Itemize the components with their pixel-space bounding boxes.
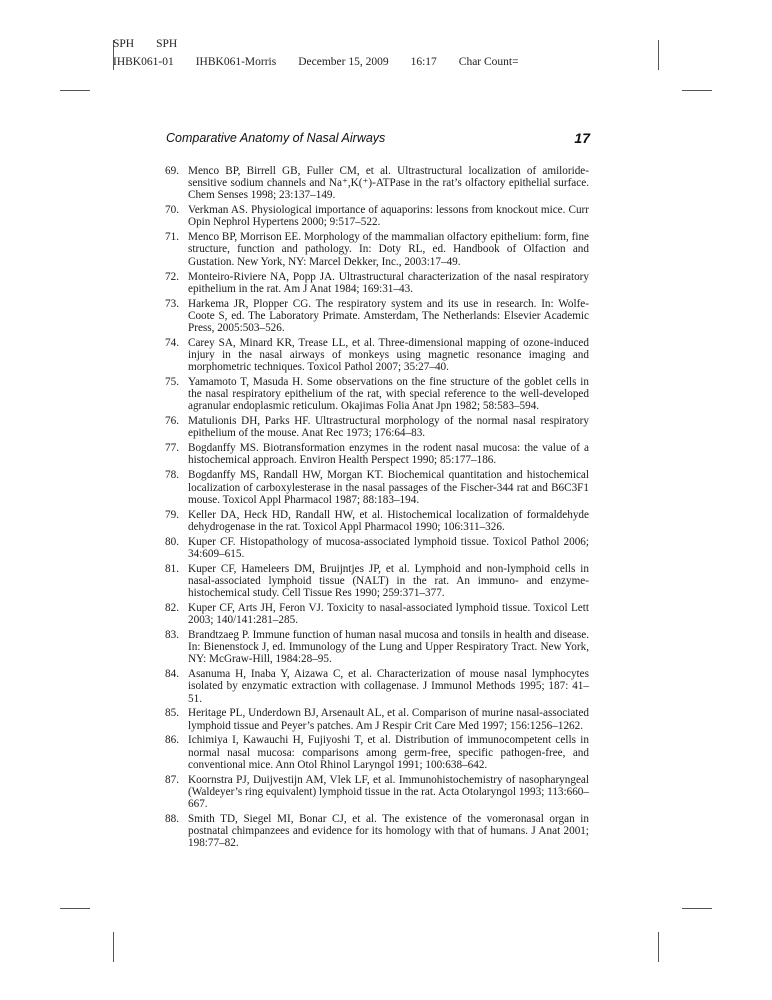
- crop-mark-bottom-left-vertical: [113, 932, 114, 962]
- reference-item: [165, 774, 589, 810]
- reference-item: [165, 442, 589, 466]
- reference-number: 84.: [165, 668, 179, 681]
- reference-item: [165, 271, 589, 295]
- reference-text: Ichimiya I, Kawauchi H, Fujiyoshi T, et al. Distribution of immunocompetent cells in normal nasal mucosa: comparisons among germ-free, specific pathogen-free, and conventional mice. Ann Otol Rhinol Laryngol 1991; 100:638–642.: [188, 734, 589, 771]
- reference-item: [165, 469, 589, 505]
- reference-text: Brandtzaeg P. Immune function of human nasal mucosa and tonsils in health and disease. In: Bienenstock J, ed. Immunology of the Lung and Upper Respiratory Tract. New York, NY: McGraw-Hill, 1984:28–95.: [188, 628, 589, 666]
- reference-text: Carey SA, Minard KR, Trease LL, et al. Three-dimensional mapping of ozone-induced injury in the nasal airways of monkeys using magnetic resonance imaging and morphometric techniques. Toxicol Pathol 2007; 35:27–40.: [188, 336, 589, 374]
- reference-text: Smith TD, Siegel MI, Bonar CJ, et al. The existence of the vomeronasal organ in postnatal chimpanzees and evidence for its homology with that of humans. J Anat 2001; 198:77–82.: [188, 812, 589, 850]
- crop-mark-top-right-vertical: [658, 40, 659, 70]
- reference-item: [165, 415, 589, 439]
- reference-item: [165, 337, 589, 373]
- reference-item: [165, 536, 589, 560]
- slug-time: 16:17: [410, 56, 437, 68]
- reference-number: 86.: [165, 734, 179, 747]
- slug-chapter-id: IHBK061-01: [113, 56, 174, 68]
- reference-item: [165, 707, 589, 731]
- reference-item: [165, 629, 589, 665]
- reference-text: Verkman AS. Physiological importance of aquaporins: lessons from knockout mice. Curr Opin Nephrol Hypertens 2000; 9:517–522.: [188, 204, 589, 229]
- crop-mark-bottom-right-vertical: [658, 932, 659, 962]
- running-head-title: Comparative Anatomy of Nasal Airways: [166, 131, 386, 145]
- reference-item: [165, 509, 589, 533]
- reference-item: [165, 734, 589, 770]
- reference-text: Kuper CF, Hameleers DM, Bruijntjes JP, et al. Lymphoid and non-lymphoid cells in nasal-associated lymphoid tissue (NALT) in the rat. An immuno- and enzyme-histochemical study. Cell Tissue Res 1990; 259:371–377.: [188, 562, 589, 599]
- reference-item: [165, 602, 589, 626]
- slug-date: December 15, 2009: [298, 56, 389, 68]
- reference-number: 80.: [165, 535, 179, 548]
- reference-item: [165, 376, 589, 412]
- reference-text: Bogdanffy MS. Biotransformation enzymes in the rodent nasal mucosa: the value of a histochemical approach. Environ Health Perspect 1990; 85:177–186.: [188, 442, 589, 467]
- crop-mark-top-left: [60, 90, 90, 91]
- reference-number: 85.: [165, 707, 179, 720]
- reference-text: Menco BP, Birrell GB, Fuller CM, et al. Ultrastructural localization of amiloride-sensitive sodium channels and Na⁺,K(⁺)-ATPase in the rat’s olfactory epithelial surface. Chem Senses 1998; 23:137–149.: [188, 165, 589, 202]
- slug-char-count: Char Count=: [458, 56, 519, 68]
- printer-slug-line-2: [113, 55, 541, 69]
- reference-item: [165, 668, 589, 704]
- reference-text: Monteiro-Riviere NA, Popp JA. Ultrastructural characterization of the nasal respiratory epithelium in the rat. Am J Anat 1984; 169:31–43.: [188, 270, 589, 295]
- reference-number: 77.: [165, 442, 179, 455]
- reference-text: Yamamoto T, Masuda H. Some observations on the fine structure of the goblet cells in the nasal respiratory epithelium of the rat, with special reference to the well-developed agranular endoplasmic reticulum. Okajimas Folia Anat Jpn 1982; 58:583–594.: [188, 376, 589, 413]
- reference-item: [165, 298, 589, 334]
- reference-number: 76.: [165, 415, 179, 428]
- reference-text: Koornstra PJ, Duijvestijn AM, Vlek LF, et al. Immunohistochemistry of nasopharyngeal (Waldeyer’s ring equivalent) lymphoid tissue in the rat. Acta Otolaryngol 1993; 113:660–667.: [188, 773, 589, 810]
- reference-text: Asanuma H, Inaba Y, Aizawa C, et al. Characterization of mouse nasal lymphocytes isolated by enzymatic extraction with collagenase. J Immunol Methods 1995; 187: 41–51.: [188, 668, 589, 705]
- reference-number: 70.: [165, 204, 179, 217]
- reference-number: 72.: [165, 270, 179, 283]
- reference-text: Harkema JR, Plopper CG. The respiratory system and its use in research. In: Wolfe-Coote S, ed. The Laboratory Primate. Amsterdam, The Netherlands: Elsevier Academic Press, 2005:503–526.: [188, 297, 589, 334]
- reference-item: [165, 165, 589, 201]
- reference-number: 78.: [165, 469, 179, 482]
- reference-number: 71.: [165, 231, 179, 244]
- reference-number: 83.: [165, 628, 179, 641]
- reference-text: Bogdanffy MS, Randall HW, Morgan KT. Biochemical quantitation and histochemical localization of carboxylesterase in the nasal passages of the Fischer-344 rat and B6C3F1 mouse. Toxicol Appl Pharmacol 1987; 88:183–194.: [188, 469, 589, 506]
- crop-mark-bottom-right: [682, 908, 712, 909]
- crop-mark-bottom-left: [60, 908, 90, 909]
- slug-field: SPH: [156, 38, 178, 50]
- reference-text: Kuper CF. Histopathology of mucosa-associated lymphoid tissue. Toxicol Pathol 2006; 34:609–615.: [188, 535, 589, 560]
- reference-item: [165, 231, 589, 267]
- crop-mark-top-right: [682, 90, 712, 91]
- reference-number: 69.: [165, 165, 179, 177]
- reference-number: 79.: [165, 508, 179, 521]
- reference-text: Kuper CF, Arts JH, Feron VJ. Toxicity to nasal-associated lymphoid tissue. Toxicol Lett 2003; 140/141:281–285.: [188, 601, 589, 627]
- page-number: 17: [574, 130, 590, 146]
- reference-text: Heritage PL, Underdown BJ, Arsenault AL, et al. Comparison of murine nasal-associated lymphoid tissue and Peyer’s patches. Am J Respir Crit Care Med 1997; 156:1256–1262.: [188, 707, 589, 732]
- slug-field: SPH: [113, 38, 135, 50]
- reference-item: [165, 204, 589, 228]
- reference-number: 73.: [165, 297, 179, 310]
- reference-number: 82.: [165, 601, 179, 614]
- reference-item: [165, 813, 589, 849]
- reference-number: 87.: [165, 773, 179, 786]
- reference-item: [165, 563, 589, 599]
- reference-list: [165, 165, 589, 852]
- reference-number: 75.: [165, 376, 179, 388]
- slug-book-id: IHBK061-Morris: [195, 56, 277, 68]
- reference-number: 74.: [165, 336, 179, 349]
- printer-slug-line-1: [113, 37, 199, 51]
- reference-text: Menco BP, Morrison EE. Morphology of the mammalian olfactory epithelium: form, fine structure, function and pathology. In: Doty RL, ed. Handbook of Olfaction and Gustation. New York, NY: Marcel Dekker, Inc., 2003:17–49.: [188, 231, 589, 268]
- reference-number: 88.: [165, 812, 179, 825]
- reference-text: Matulionis DH, Parks HF. Ultrastructural morphology of the normal nasal respiratory epithelium of the mouse. Anat Rec 1973; 176:64–83.: [188, 415, 589, 440]
- reference-number: 81.: [165, 562, 179, 575]
- reference-text: Keller DA, Heck HD, Randall HW, et al. Histochemical localization of formaldehyde dehydrogenase in the rat. Toxicol Appl Pharmacol 1990; 106:311–326.: [188, 508, 589, 533]
